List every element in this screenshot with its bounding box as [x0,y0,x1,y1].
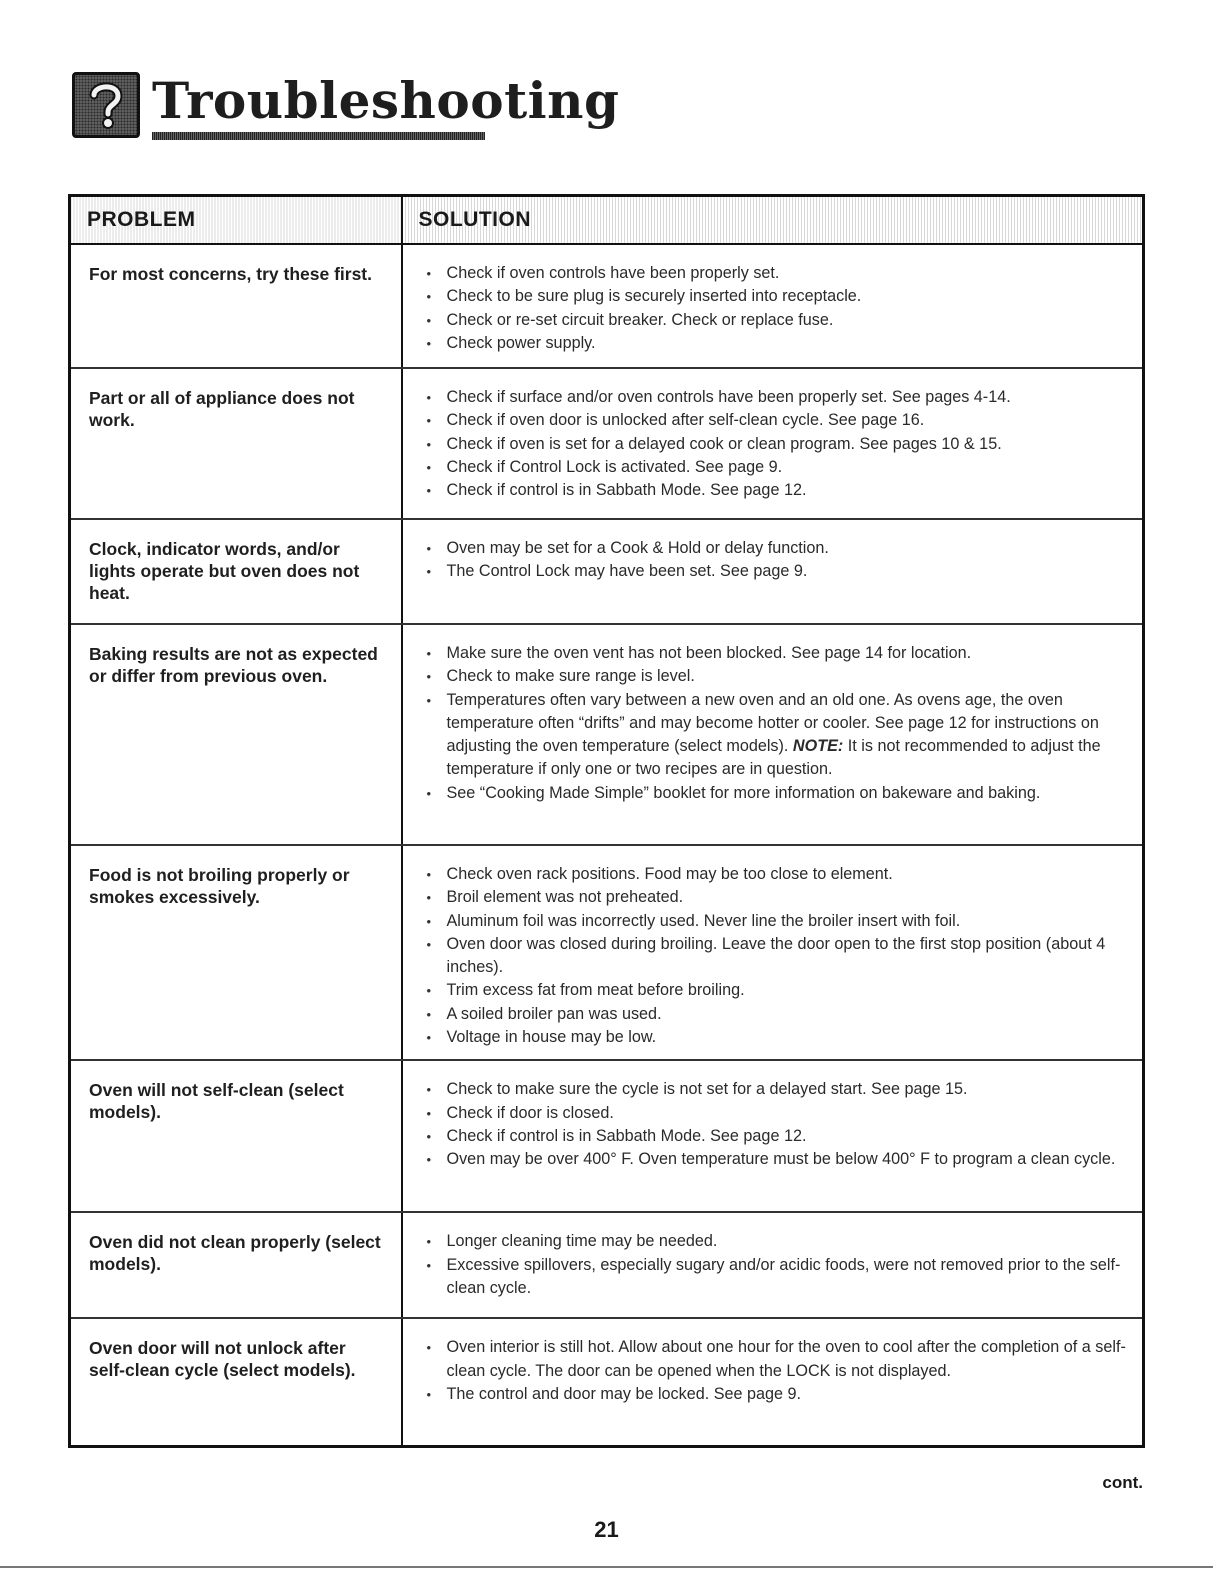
solution-item: • Excessive spillovers, especially sugary and/or acidic foods, were not removed prior to the self-clean cycle. [427,1254,1135,1301]
solution-item: • Check power supply. [427,332,1135,355]
solution-item: • Check if control is in Sabbath Mode. See page 12. [427,1125,1135,1148]
solution-text: Temperatures often vary between a new oven and an old one. As ovens age, the oven temperature often “drifts” and may become hotter or cooler. See page 12 for instructions on adjusting the oven temperature (select models). [446,690,1099,756]
solution-item: • Check if oven is set for a delayed cook or clean program. See pages 10 & 15. [427,433,1135,456]
solution-item: • Check if oven controls have been properly set. [427,262,1135,285]
solution-item: • Oven may be over 400° F. Oven temperature must be below 400° F to program a clean cycle. [427,1148,1135,1171]
table-row [70,1318,1144,1446]
solution-item: • Oven door was closed during broiling. Leave the door open to the first stop position (about 4 inches). [427,933,1135,980]
troubleshooting-table [68,194,1145,1448]
note-text: It is not recommended to adjust the temperature if only one or two recipes are in question. [446,737,1101,779]
continued-label: cont. [1102,1473,1143,1492]
solution-cell [402,1318,1144,1446]
solution-item: • Check to be sure plug is securely inserted into receptacle. [427,285,1135,308]
page-title: Troubleshooting [152,71,620,130]
solution-item: • Oven may be set for a Cook & Hold or delay function. [427,537,1135,560]
solution-item: • Check oven rack positions. Food may be too close to element. [427,863,1135,886]
solution-item: • Broil element was not preheated. [427,886,1135,909]
solution-item: • Check if oven door is unlocked after self-clean cycle. See page 16. [427,409,1135,432]
solution-item: • Check if Control Lock is activated. See page 9. [427,456,1135,479]
solution-item: • Check if surface and/or oven controls have been properly set. See pages 4-14. [427,386,1135,409]
problem-cell: Food is not broiling properly or smokes excessively. [70,845,402,1060]
solution-item: • Check if door is closed. [427,1102,1135,1125]
title-underline [152,132,485,140]
problem-cell: Clock, indicator words, and/or lights operate but oven does not heat. [70,519,402,624]
solution-item: • Check to make sure range is level. [427,665,1135,688]
table-row [70,244,1144,368]
note-label: NOTE: [792,737,844,756]
solution-item: • Aluminum foil was incorrectly used. Never line the broiler insert with foil. [427,910,1135,933]
solution-item: • Voltage in house may be low. [427,1026,1135,1049]
question-mark-icon [72,72,140,138]
problem-cell: For most concerns, try these first. [70,244,402,368]
solution-cell [402,1212,1144,1318]
problem-cell: Part or all of appliance does not work. [70,368,402,519]
problem-cell: Oven will not self-clean (select models). [70,1060,402,1212]
solution-cell [402,519,1144,624]
solution-item [427,689,1135,782]
table-header-row [70,196,1144,245]
solution-item: • Oven interior is still hot. Allow about one hour for the oven to cool after the completion of a self-clean cycle. The door can be opened when the LOCK is not displayed. [427,1336,1135,1383]
solution-cell [402,845,1144,1060]
title-block [152,72,620,140]
solution-item: • See “Cooking Made Simple” booklet for more information on bakeware and baking. [427,782,1135,805]
table-row [70,1212,1144,1318]
table-row [70,368,1144,519]
solution-item: • Check if control is in Sabbath Mode. See page 12. [427,479,1135,502]
solution-item: • Check to make sure the cycle is not set for a delayed start. See page 15. [427,1078,1135,1101]
solution-item: • The Control Lock may have been set. See page 9. [427,560,1135,583]
solution-cell [402,244,1144,368]
problem-cell: Baking results are not as expected or differ from previous oven. [70,624,402,845]
bottom-divider [0,1566,1213,1568]
page-header [72,72,620,140]
table-row [70,624,1144,845]
table-row [70,845,1144,1060]
solution-item: • Check or re-set circuit breaker. Check or replace fuse. [427,309,1135,332]
problem-cell: Oven did not clean properly (select models). [70,1212,402,1318]
problem-cell: Oven door will not unlock after self-clean cycle (select models). [89,1338,356,1381]
page-number: 21 [594,1517,619,1542]
solution-item: • The control and door may be locked. See page 9. [427,1383,1135,1406]
solution-cell [402,624,1144,845]
solution-item: • A soiled broiler pan was used. [427,1003,1135,1026]
solution-item: • Make sure the oven vent has not been blocked. See page 14 for location. [427,642,1135,665]
solution-cell [402,1060,1144,1212]
solution-item: • Trim excess fat from meat before broiling. [427,979,1135,1002]
problem-column-header: PROBLEM [70,196,402,245]
solution-cell [402,368,1144,519]
solution-item: • Longer cleaning time may be needed. [427,1230,1135,1253]
solution-column-header: SOLUTION [402,196,1144,245]
table-row [70,1060,1144,1212]
table-row [70,519,1144,624]
